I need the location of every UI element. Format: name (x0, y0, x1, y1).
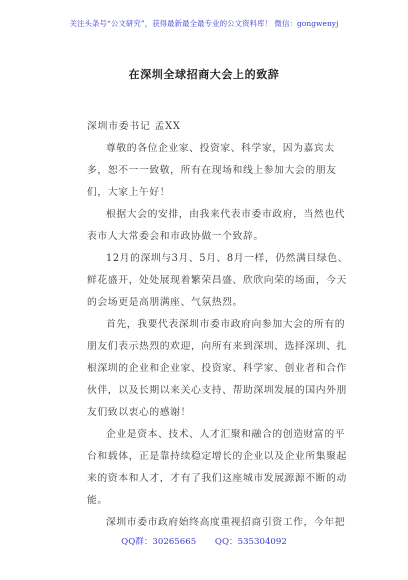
paragraph-4: 首先，我要代表深圳市委市政府向参加大会的所有的朋友们表示热烈的欢迎，向所有来到深圳、选择深圳、扎根深圳的企业和企业家、投资家、科学家、创业者和合作伙伴，以及长期以来关心支持、帮助深圳发展的国内外朋友们致以衷心的感谢！ (87, 319, 347, 418)
paragraph-2: 根据大会的安排，由我来代表市委市政府，当然也代表市人大常委会和市政协做一个致辞。 (87, 209, 346, 242)
author-line: 深圳市委书记 孟XX (87, 121, 181, 132)
footer-qq-number: QQ：535304092 (214, 537, 287, 547)
paragraph-1: 尊敬的各位企业家、投资家、科学家，因为嘉宾太多，恕不一一致敬，所有在现场和线上参加大会的朋友们，大家上午好！ (87, 143, 337, 198)
paragraph-5: 企业是资本、技术、人才汇聚和融合的创造财富的平台和载体，正是靠持续稳定增长的企业以及企业所集聚起来的资本和人才，才有了我们这座城市发展源源不断的动能。 (87, 429, 347, 506)
paragraph-3: 12月的深圳与3月、5月、8月一样，仍然满目绿色、鲜花盛开，处处展现着繁荣昌盛、欣欣向荣的场面，今天的会场更是高朋满座、气氛热烈。 (87, 253, 349, 308)
header-promo-text: 关注头条号“公文研究”，获得最新最全最专业的公文资料库！ 微信：gongwenyj (69, 19, 339, 28)
footer-qq-group: QQ群：30265665 (121, 537, 197, 547)
paragraph-6: 深圳市委市政府始终高度重视招商引资工作，今年把 (106, 517, 346, 528)
document-title: 在深圳全球招商大会上的致辞 (128, 68, 280, 81)
footer-contact (0, 535, 408, 547)
